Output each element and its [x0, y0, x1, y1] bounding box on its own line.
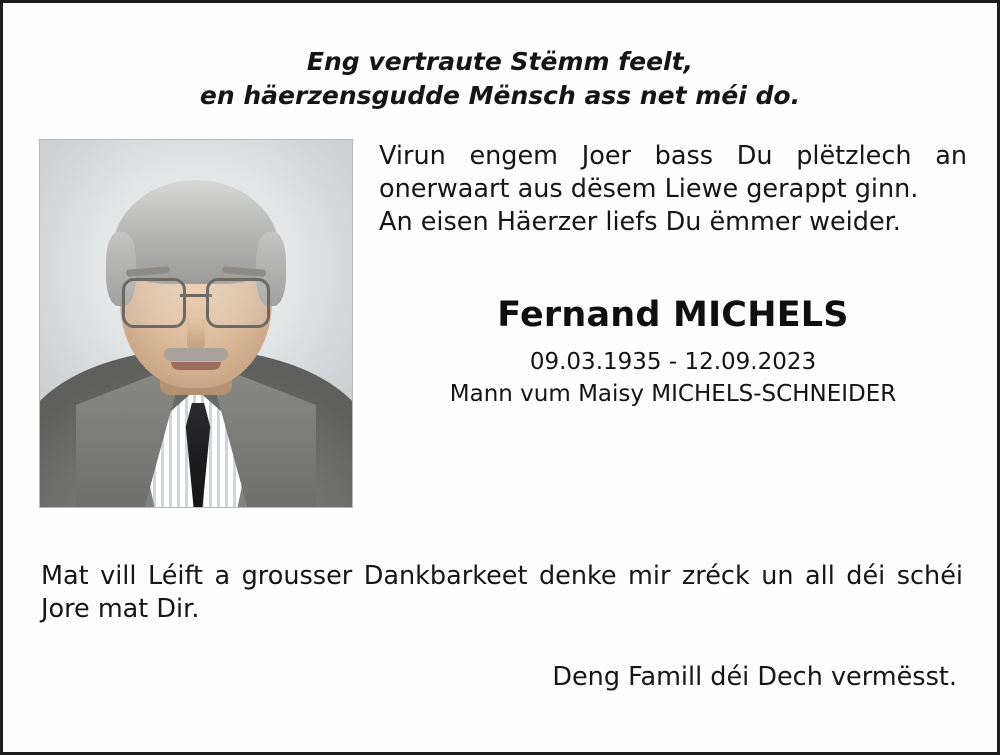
text-column — [351, 134, 967, 407]
epigraph-line-1: Eng vertraute Stëmm feelt, — [306, 47, 694, 76]
portrait-photo — [39, 139, 353, 508]
relation-line: Mann vum Maisy MICHELS-SCHNEIDER — [449, 381, 897, 408]
thanks-text: Mat vill Léift a grousser Dankbarkeet denke mir zréck un all déi schéi Jore mat Dir. — [41, 561, 963, 625]
signature-line: Deng Famill déi Dech vermësst. — [552, 662, 957, 693]
photo-nose — [187, 318, 205, 352]
intro-text — [379, 140, 967, 239]
intro-paragraph-1: Virun engem Joer bass Du plëtzlech an onerwaart aus dësem Liewe gerappt ginn. — [379, 141, 967, 205]
photo-lens-left — [122, 278, 186, 328]
portrait-column — [39, 134, 351, 508]
intro-paragraph-2: An eisen Häerzer liefs Du ëmmer weider. — [379, 207, 901, 238]
closing-section — [3, 560, 997, 692]
body-row — [3, 112, 997, 508]
photo-mouth — [171, 362, 221, 370]
epigraph — [3, 3, 997, 112]
life-dates: 09.03.1935 - 12.09.2023 — [529, 349, 817, 376]
photo-moustache — [164, 348, 228, 361]
deceased-name: Fernand MICHELS — [497, 295, 849, 336]
epigraph-line-2: en häerzensgudde Mënsch ass net méi do. — [199, 80, 801, 110]
photo-lens-right — [206, 278, 270, 328]
